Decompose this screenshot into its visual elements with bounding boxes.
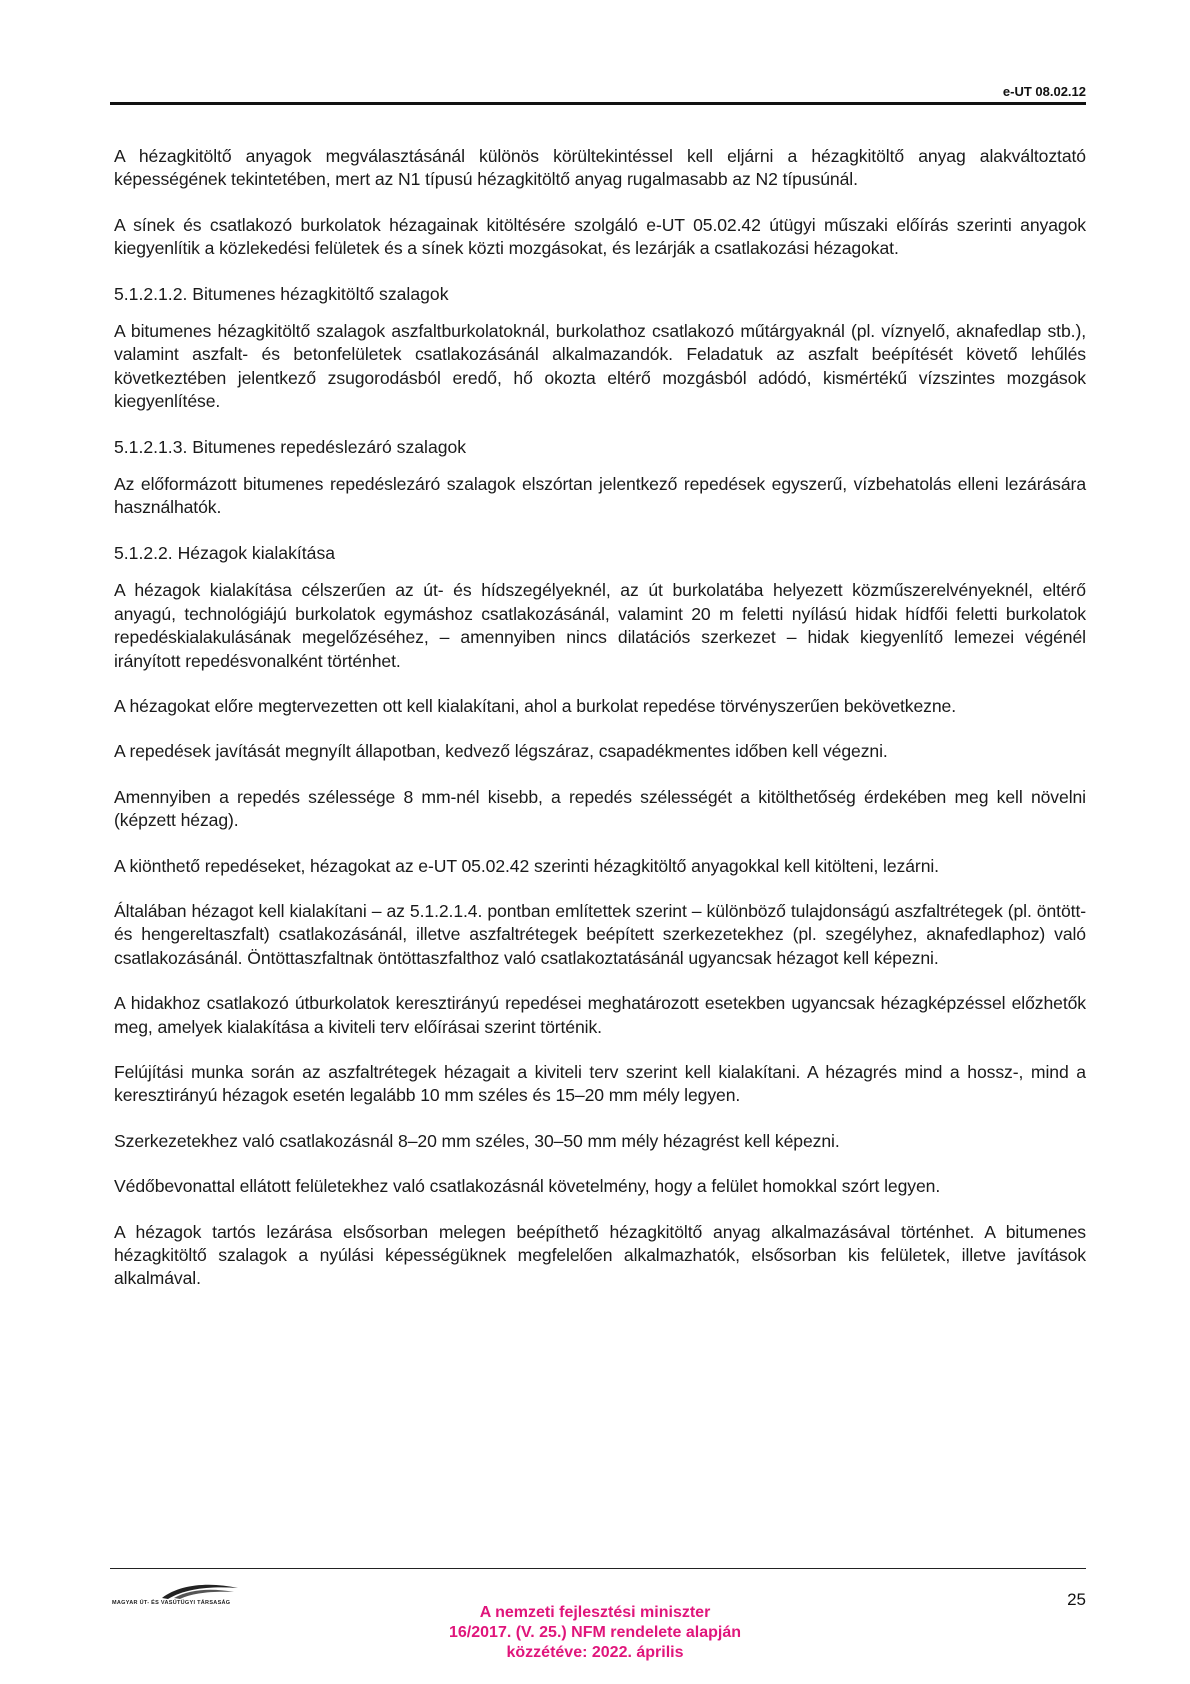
document-body — [114, 145, 1086, 1313]
body-paragraph: Amennyiben a repedés szélessége 8 mm-nél kisebb, a repedés szélességét a kitölthetőség érdekében meg kell növelni (képzett hézag). — [114, 786, 1086, 831]
publication-note-line: közzétéve: 2022. április — [506, 1644, 684, 1661]
header-rule — [110, 102, 1086, 105]
body-paragraph: A repedések javítását megnyílt állapotban, kedvező légszáraz, csapadékmentes időben kell végezni. — [114, 741, 888, 762]
body-paragraph: Általában hézagot kell kialakítani – az 5.1.2.1.4. pontban említettek szerint – különböző tulajdonságú aszfaltrétegek (pl. öntött- és hengereltaszfalt) csatlakozásánál, illetve aszfaltrétegek beépített szerkezetekhez (pl. szegélyhez, aknafedlaphoz) való csatlakozásánál. Öntöttaszfaltnak öntöttaszfalthoz való csatlakoztatásánál ugyancsak hézagot kell képezni. — [114, 900, 1086, 968]
body-paragraph: Az előformázott bitumenes repedéslezáró szalagok elszórtan jelentkező repedések egyszerű, vízbehatolás elleni lezárására használhatók. — [114, 474, 1086, 518]
section-heading: 5.1.2.2. Hézagok kialakítása — [114, 542, 336, 563]
section-heading: 5.1.2.1.3. Bitumenes repedéslezáró szalagok — [114, 436, 467, 457]
publication-note — [0, 1603, 1190, 1663]
body-paragraph: A hézagok kialakítása célszerűen az út- és hídszegélyeknél, az út burkolatába helyezett közműszerelvényeknél, eltérő anyagú, technológiájú burkolatok egymáshoz csatlakozásánál, valamint 20 m feletti nyílású hidak hídfői feletti burkolatok repedéskialakulásának megelőzéséhez, – amennyiben nincs dilatációs szerkezet – hidak kiegyenlítő lemezei végénél irányított repedésvonalként történhet. — [114, 580, 1086, 671]
section-heading: 5.1.2.1.2. Bitumenes hézagkitöltő szalagok — [114, 283, 449, 304]
doc-code: e-UT 08.02.12 — [1002, 84, 1086, 99]
publication-note-line: 16/2017. (V. 25.) NFM rendelete alapján — [449, 1624, 741, 1641]
logo-text: MAGYAR ÚT- ÉS VASÚTÜGYI TÁRSASÁG — [112, 1600, 231, 1606]
body-paragraph: Szerkezetekhez való csatlakozásnál 8–20 mm széles, 30–50 mm mély hézagrést kell képezni. — [114, 1130, 840, 1151]
page-number: 25 — [1067, 1590, 1086, 1609]
body-paragraph: A hidakhoz csatlakozó útburkolatok keresztirányú repedései meghatározott esetekben ugyancsak hézagképzéssel előzhetők meg, amelyek kialakítása a kiviteli terv előírásai szerint történik. — [114, 993, 1086, 1037]
road-swoosh-icon — [160, 1582, 240, 1600]
body-paragraph: A bitumenes hézagkitöltő szalagok aszfaltburkolatoknál, burkolathoz csatlakozó műtárgyaknál (pl. víznyelő, aknafedlap stb.), valamint aszfalt- és betonfelületek csatlakozásánál alkalmazandók. Feladatuk az aszfalt beépítését követő lehűlés következtében jelentkező zsugorodásból eredő, hő okozta eltérő mozgásból adódó, kismértékű vízszintes mozgások kiegyenlítése. — [114, 321, 1086, 412]
body-paragraph: A hézagokat előre megtervezetten ott kell kialakítani, ahol a burkolat repedése törvényszerűen bekövetkezne. — [114, 695, 957, 716]
body-paragraph: A kiönthető repedéseket, hézagokat az e-UT 05.02.42 szerinti hézagkitöltő anyagokkal kell kitölteni, lezárni. — [114, 855, 939, 876]
publication-note-line: A nemzeti fejlesztési miniszter — [479, 1604, 711, 1621]
body-paragraph: A sínek és csatlakozó burkolatok hézagainak kitöltésére szolgáló e-UT 05.02.42 útügyi műszaki előírás szerinti anyagok kiegyenlítik a közlekedési felületek és a sínek közti mozgásokat, és lezárják a csatlakozási hézagokat. — [114, 214, 1086, 259]
body-paragraph: A hézagkitöltő anyagok megválasztásánál különös körültekintéssel kell eljárni a hézagkitöltő anyag alakváltoztató képességének tekintetében, mert az N1 típusú hézagkitöltő anyag rugalmasabb az N2 típusúnál. — [114, 146, 1086, 190]
footer-rule — [110, 1568, 1086, 1569]
body-paragraph: A hézagok tartós lezárása elsősorban melegen beépíthető hézagkitöltő anyag alkalmazásával történhet. A bitumenes hézagkitöltő szalagok a nyúlási képességüknek megfelelően alkalmazhatók, elsősorban kis felületek, illetve javítások alkalmával. — [114, 1221, 1086, 1289]
body-paragraph: Felújítási munka során az aszfaltrétegek hézagait a kiviteli terv szerint kell kialakítani. A hézagrés mind a hossz-, mind a keresztirányú hézagok esetén legalább 10 mm széles és 15–20 mm mély legyen. — [114, 1061, 1086, 1106]
body-paragraph: Védőbevonattal ellátott felületekhez való csatlakozásnál követelmény, hogy a felület homokkal szórt legyen. — [114, 1176, 941, 1197]
